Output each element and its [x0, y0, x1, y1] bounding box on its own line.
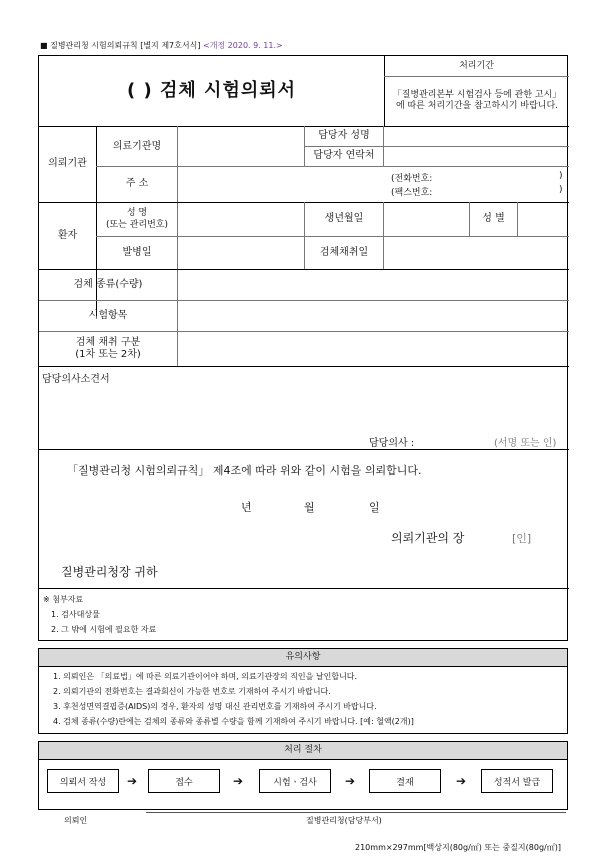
seal-mark: [인] [512, 532, 532, 545]
test-item-label: 시험항목 [88, 309, 128, 321]
notes-body [38, 666, 568, 734]
attachment-item: 1. 검사대상물 [51, 610, 100, 619]
revision-date: <개정 2020. 9. 11.> [202, 41, 283, 50]
manager-name-label: 담당자 성명 [318, 130, 370, 142]
test-item-input[interactable] [178, 301, 568, 331]
application-form [38, 55, 568, 641]
paper-size-note: 210mm×297mm[백상지(80g/㎡) 또는 중질지(80g/㎡)] [355, 843, 561, 852]
actor-agency-line [146, 812, 566, 813]
birth-date-input[interactable] [384, 203, 469, 236]
request-statement: 「질병관리청 시험의뢰규칙」 제4조에 따라 위와 같이 시험을 의뢰합니다. [67, 464, 422, 477]
date-month: 월 [304, 501, 315, 514]
note-item: 2. 의뢰기관의 전화번호는 결과회신이 가능한 번호로 기재하여 주시기 바랍니다. [53, 687, 331, 696]
address-input[interactable] [178, 167, 383, 201]
notes-header [38, 648, 568, 667]
specimen-type-input[interactable] [178, 270, 568, 300]
note-item: 4. 검체 종류(수량)란에는 검체의 종류와 종류별 수량을 함께 기재하여 주시기 바랍니다. [예: 혈액(2개)] [53, 717, 414, 726]
attachments-title: ※ 첨부자료 [43, 595, 84, 604]
arrow-icon: ➔ [127, 774, 138, 788]
fax-label: (팩스번호: [391, 188, 433, 198]
processing-period-label: 처리기간 [459, 61, 494, 72]
attachment-item: 2. 그 밖에 시험에 필요한 자료 [51, 625, 157, 634]
form-title: ( ) 검체 시험의뢰서 [127, 79, 296, 101]
doctor-opinion-label: 담당의사소견서 [42, 374, 110, 385]
note-item: 3. 후천성면역결핍증(AIDS)의 경우, 환자의 성명 대신 관리번호를 기재하여 주시기 바랍니다. [53, 702, 377, 711]
institution-name-label: 의료기관명 [112, 140, 162, 152]
manager-contact-label: 담당자 연락처 [313, 150, 375, 162]
date-day: 일 [369, 501, 380, 514]
birth-date-label: 생년월일 [324, 213, 364, 225]
step-write-request: 의뢰서 작성 [47, 769, 119, 793]
collection-date-label: 검체채취일 [319, 246, 369, 258]
actor-requester: 의뢰인 [64, 816, 88, 825]
procedure-title: 처리 절차 [284, 744, 322, 755]
step-testing: 시험ㆍ검사 [259, 769, 331, 793]
patient-section-label: 환자 [57, 229, 78, 241]
actor-agency: 질병관리청(담당부서) [306, 816, 382, 825]
step-issue-report: 성적서 발급 [481, 769, 553, 793]
form-reference: ■ 질병관리청 시험의뢰규칙 [별지 제7호서식] <개정 2020. 9. 11.> [40, 41, 283, 50]
date-year: 년 [241, 501, 252, 514]
institution-head-label: 의뢰기관의 장 [391, 531, 465, 545]
fax-close: ) [559, 185, 563, 195]
sex-label: 성 별 [482, 213, 505, 225]
arrow-icon: ➔ [345, 774, 356, 788]
step-approval: 결재 [369, 769, 441, 793]
notes-title: 유의사항 [285, 651, 321, 662]
procedure-header [38, 741, 568, 760]
onset-date-label: 발병일 [122, 246, 152, 258]
patient-name-label: 성 명 (또는 관리번호) [105, 208, 169, 230]
address-label: 주 소 [125, 177, 149, 189]
doctor-signer-label: 담당의사 : [369, 438, 415, 449]
note-item: 1. 의뢰인은 「의료법」에 따른 의료기관이어야 하며, 의료기관장의 직인을 날인합니다. [53, 672, 358, 681]
arrow-icon: ➔ [233, 774, 244, 788]
phone-close: ) [559, 171, 563, 181]
step-receipt: 접수 [148, 769, 220, 793]
processing-period-note: 「질병관리본부 시험검사 등에 관한 고시」에 따른 처리기간을 참고하시기 바랍니다. [392, 89, 562, 111]
phone-label: (전화번호: [391, 174, 433, 184]
institution-name-input[interactable] [178, 127, 304, 167]
collection-type-label: 검체 채취 구분 (1차 또는 2차) [75, 336, 141, 360]
requester-section-label: 의뢰기관 [48, 158, 87, 170]
collection-type-input[interactable] [178, 332, 568, 366]
doctor-opinion-input[interactable] [42, 384, 566, 430]
onset-date-input[interactable] [178, 237, 304, 269]
collection-date-input[interactable] [384, 237, 568, 269]
procedure-body [38, 760, 568, 810]
specimen-type-label: 검체 종류(수량) [73, 278, 143, 290]
patient-name-input[interactable] [178, 203, 304, 236]
manager-name-input[interactable] [384, 127, 568, 146]
arrow-icon: ➔ [456, 774, 467, 788]
doctor-signature-hint: (서명 또는 인) [494, 438, 557, 449]
manager-contact-input[interactable] [384, 147, 568, 166]
sex-input[interactable] [518, 203, 568, 236]
addressee: 질병관리청장 귀하 [61, 565, 158, 579]
